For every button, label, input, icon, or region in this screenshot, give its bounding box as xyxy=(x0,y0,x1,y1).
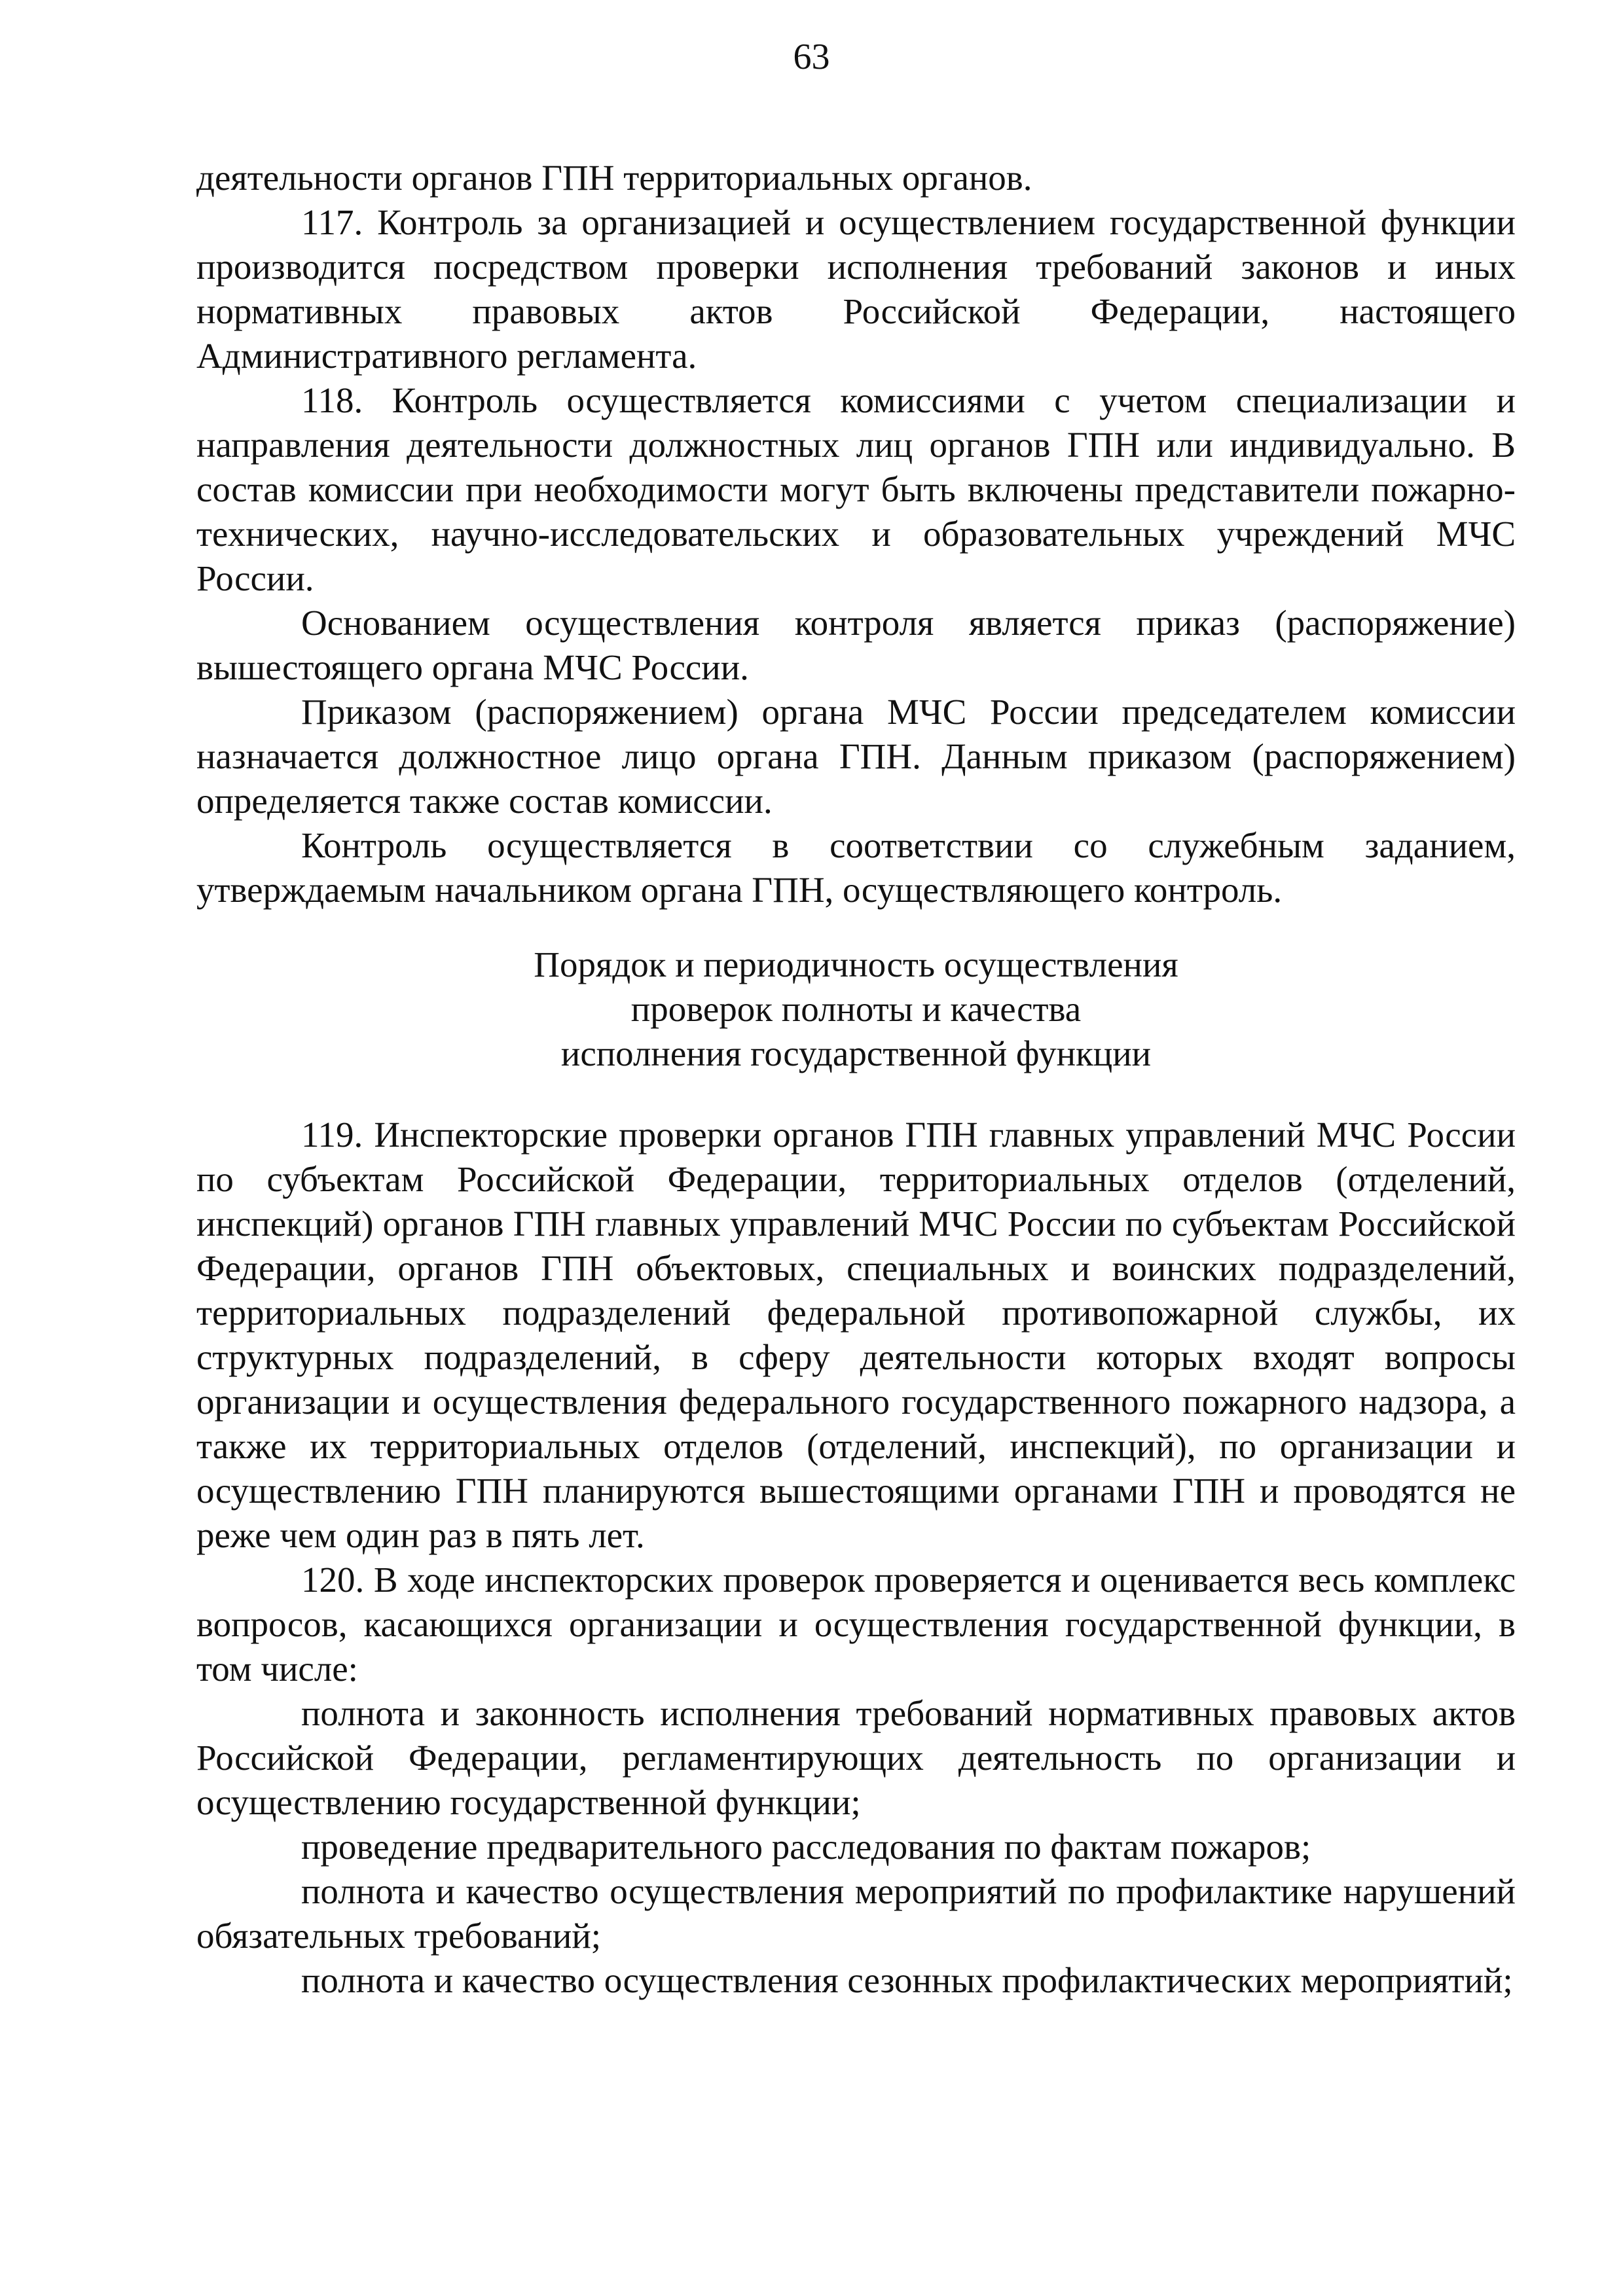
paragraph-120: 120. В ходе инспекторских проверок проверяется и оценивается весь комплекс вопросов, касающихся организации и осуществления государственной функции, в том числе: xyxy=(196,1560,1516,1689)
paragraph-118: 118. Контроль осуществляется комиссиями с учетом специализации и направления деятельности должностных лиц органов ГПН или индивидуально. В состав комиссии при необходимости могут быть включены представители пожарно-технических, научно-исследовательских и образовательных учреждений МЧС России. xyxy=(196,380,1516,598)
heading-line-3: исполнения государственной функции xyxy=(560,1033,1152,1073)
paragraph-commission-order: Приказом (распоряжением) органа МЧС России председателем комиссии назначается должностное лицо органа ГПН. Данным приказом (распоряжением) определяется также состав комиссии. xyxy=(196,692,1516,821)
bottom-text-block xyxy=(196,1113,1516,2003)
list-item: полнота и качество осуществления мероприятий по профилактике нарушений обязательных требований; xyxy=(196,1871,1516,1956)
paragraph-119: 119. Инспекторские проверки органов ГПН главных управлений МЧС России по субъектам Российской Федерации, территориальных отделов (отделений, инспекций) органов ГПН главных управлений МЧС России по субъектам Российской Федерации, органов ГПН объектовых, специальных и воинских подразделений, территориальных подразделений федеральной противопожарной службы, их структурных подразделений, в сферу деятельности которых входят вопросы организации и осуществления федерального государственного пожарного надзора, а также их территориальных отделов (отделений, инспекций), по организации и осуществлению ГПН планируются вышестоящими органами ГПН и проводятся не реже чем один раз в пять лет. xyxy=(196,1115,1516,1555)
list-item: полнота и законность исполнения требований нормативных правовых актов Российской Федерации, регламентирующих деятельность по организации и осуществлению государственной функции; xyxy=(196,1693,1516,1822)
section-heading xyxy=(196,942,1516,1076)
paragraph-service-task: Контроль осуществляется в соответствии со служебным заданием, утверждаемым начальником органа ГПН, осуществляющего контроль. xyxy=(196,825,1516,910)
list-item: проведение предварительного расследования по фактам пожаров; xyxy=(301,1827,1311,1867)
top-text-block xyxy=(196,156,1516,912)
heading-line-1: Порядок и периодичность осуществления xyxy=(534,944,1178,984)
paragraph-continuation: деятельности органов ГПН территориальных органов. xyxy=(196,158,1032,198)
section-heading-text xyxy=(196,942,1516,1076)
page-number: 63 xyxy=(793,37,830,77)
paragraph-117: 117. Контроль за организацией и осуществлением государственной функции производится посредством проверки исполнения требований законов и иных нормативных правовых актов Российской Федерации, настоящего Административного регламента. xyxy=(196,202,1516,376)
list-item: полнота и качество осуществления сезонных профилактических мероприятий; xyxy=(301,1960,1513,2000)
heading-line-2: проверок полноты и качества xyxy=(630,989,1082,1029)
paragraph-control-basis: Основанием осуществления контроля является приказ (распоряжение) вышестоящего органа МЧС России. xyxy=(196,603,1516,687)
